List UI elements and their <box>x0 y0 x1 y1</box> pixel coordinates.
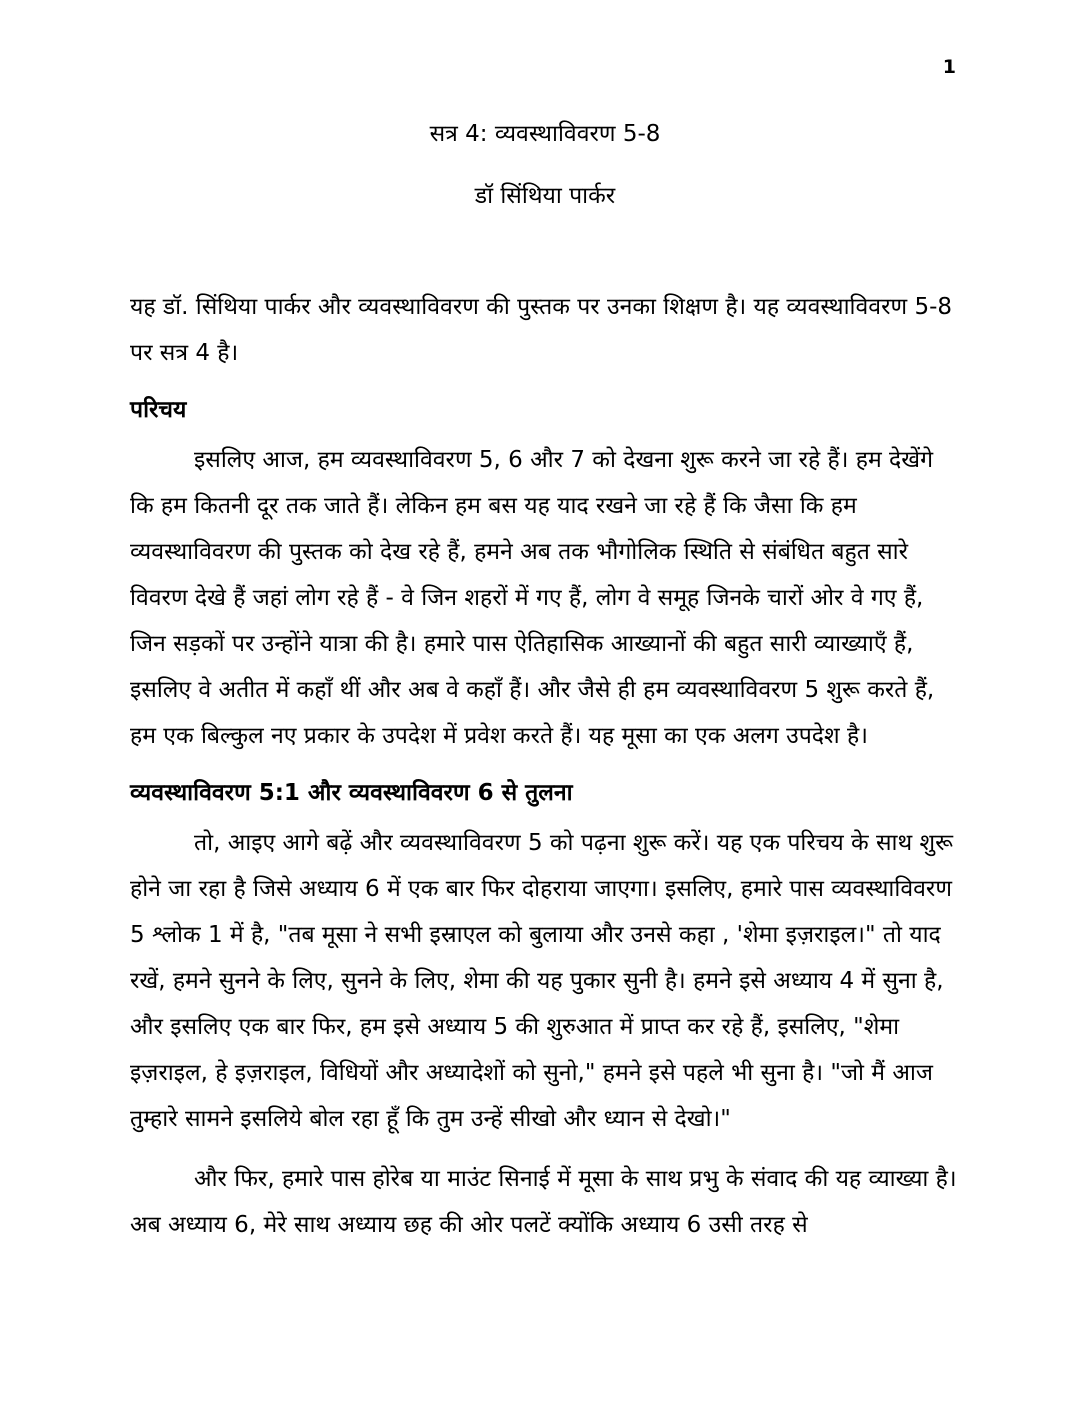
doc-subtitle: डॉ सिंथिया पार्कर <box>474 183 616 210</box>
document-body <box>130 284 960 1248</box>
paragraph: तो, आइए आगे बढ़ें और व्यवस्थाविवरण 5 को पढ़ना शुरू करें। यह एक परिचय के साथ शुरू होने जा रहा है जिसे अध्याय 6 में एक बार फिर दोहराया जाएगा। इसलिए, हमारे पास व्यवस्थाविवरण 5 श्लोक 1 में है, "तब मूसा ने सभी इस्राएल को बुलाया और उनसे कहा , 'शेमा इज़राइल।" तो याद रखें, हमने सुनने के लिए, सुनने के लिए, शेमा की यह पुकार सुनी है। हमने इसे अध्याय 4 में सुना है, और इसलिए एक बार फिर, हम इसे अध्याय 5 की शुरुआत में प्राप्त कर रहे हैं, इसलिए, "शेमा इज़राइल, हे इज़राइल, विधियों और अध्यादेशों को सुनो," हमने इसे पहले भी सुना है। "जो मैं आज तुम्हारे सामने इसलिये बोल रहा हूँ कि तुम उन्हें सीखो और ध्यान से देखो।" <box>130 829 954 1132</box>
intro-paragraph: यह डॉ. सिंथिया पार्कर और व्यवस्थाविवरण की पुस्तक पर उनका शिक्षण है। यह व्यवस्थाविवरण 5-8 पर सत्र 4 है। <box>130 294 953 367</box>
paragraph: और फिर, हमारे पास होरेब या माउंट सिनाई में मूसा के साथ प्रभु के संवाद की यह व्याख्या है। अब अध्याय 6, मेरे साथ अध्याय छह की ओर पलटें क्योंकि अध्याय 6 उसी तरह से <box>130 1165 957 1238</box>
page-number: 1 <box>942 56 956 78</box>
doc-title: सत्र 4: व्यवस्थाविवरण 5-8 <box>429 121 661 147</box>
section-heading-parichay: परिचय <box>130 397 187 424</box>
paragraph: इसलिए आज, हम व्यवस्थाविवरण 5, 6 और 7 को देखना शुरू करने जा रहे हैं। हम देखेंगे कि हम कितनी दूर तक जाते हैं। लेकिन हम बस यह याद रखने जा रहे हैं कि जैसा कि हम व्यवस्थाविवरण की पुस्तक को देख रहे हैं, हमने अब तक भौगोलिक स्थिति से संबंधित बहुत सारे विवरण देखे हैं जहां लोग रहे हैं - वे जिन शहरों में गए हैं, लोग वे समूह जिनके चारों ओर वे गए हैं, जिन सड़कों पर उन्होंने यात्रा की है। हमारे पास ऐतिहासिक आख्यानों की बहुत सारी व्याख्याएँ हैं, इसलिए वे अतीत में कहाँ थीं और अब वे कहाँ हैं। और जैसे ही हम व्यवस्थाविवरण 5 शुरू करते हैं, हम एक बिल्कुल नए प्रकार के उपदेश में प्रवेश करते हैं। यह मूसा का एक अलग उपदेश है। <box>130 447 935 750</box>
section-heading-comparison: व्यवस्थाविवरण 5:1 और व्यवस्थाविवरण 6 से तुलना <box>130 780 573 807</box>
